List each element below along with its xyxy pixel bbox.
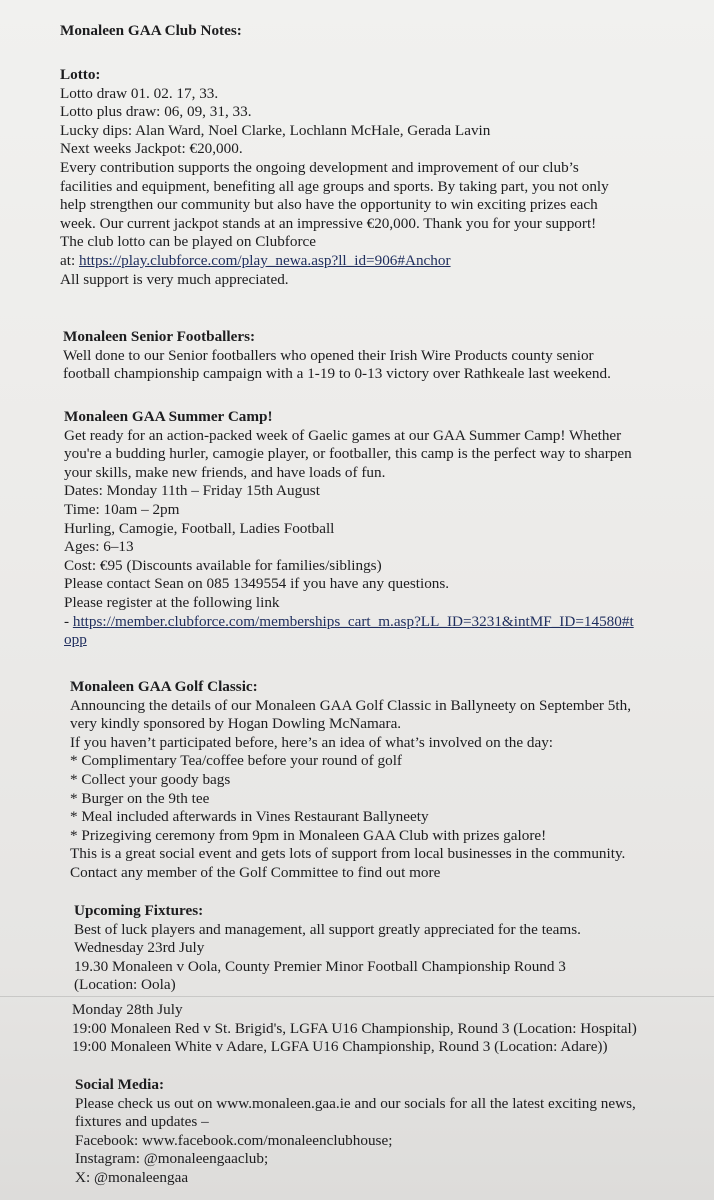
senior-line: Well done to our Senior footballers who opened their Irish Wire Products county senior: [63, 346, 594, 364]
golf-line: Announcing the details of our Monaleen GAA Golf Classic in Ballyneety on September 5th,: [70, 696, 631, 714]
fixtures-date: Monday 28th July: [72, 1001, 183, 1018]
social-line: Please check us out on www.monaleen.gaa.ie and our socials for all the latest exciting news,: [75, 1094, 636, 1112]
camp-cost: Cost: €95 (Discounts available for families/siblings): [64, 556, 382, 574]
camp-register: Please register at the following link: [64, 593, 280, 611]
camp-link-continued[interactable]: opp: [64, 631, 87, 649]
camp-link[interactable]: https://member.clubforce.com/memberships_cart_m.asp?LL_ID=3231&intMF_ID=14580#t: [72, 612, 634, 630]
senior-section: [63, 328, 703, 384]
lotto-link-prefix: at:: [60, 251, 79, 269]
camp-link-line: [64, 613, 704, 632]
lotto-link[interactable]: https://play.clubforce.com/play_newa.asp?ll_id=906#Anchor: [78, 251, 451, 269]
document-title-block: [60, 22, 700, 41]
social-line: fixtures and updates –: [75, 1113, 209, 1131]
social-heading: Social Media:: [75, 1076, 165, 1093]
fixture-item: 19:00 Monaleen White v Adare, LGFA U16 Championship, Round 3 (Location: Adare)): [72, 1038, 608, 1056]
fixture-item: 19.30 Monaleen v Oola, County Premier Minor Football Championship Round 3: [74, 957, 566, 975]
camp-time: Time: 10am – 2pm: [64, 500, 180, 518]
lotto-paragraph-line: help strengthen our community but also have the opportunity to win exciting prizes each: [60, 196, 598, 214]
golf-line: Contact any member of the Golf Committee to find out more: [70, 863, 441, 881]
golf-line: very kindly sponsored by Hogan Dowling McNamara.: [70, 715, 402, 733]
lotto-link-line: [60, 252, 700, 271]
lotto-draw: Lotto draw 01. 02. 17, 33.: [60, 84, 219, 102]
golf-bullet: * Collect your goody bags: [70, 770, 231, 788]
camp-heading: Monaleen GAA Summer Camp!: [64, 408, 273, 425]
lotto-heading: Lotto:: [60, 66, 101, 83]
lotto-plus-draw: Lotto plus draw: 06, 09, 31, 33.: [60, 103, 252, 121]
lotto-paragraph-line: week. Our current jackpot stands at an impressive €20,000. Thank you for your support!: [60, 214, 597, 232]
golf-section: [70, 678, 710, 883]
fixtures-heading: Upcoming Fixtures:: [74, 902, 204, 919]
camp-contact: Please contact Sean on 085 1349554 if you have any questions.: [64, 575, 450, 593]
golf-heading: Monaleen GAA Golf Classic:: [70, 678, 258, 695]
social-facebook: Facebook: www.facebook.com/monaleenclubhouse;: [75, 1131, 393, 1149]
camp-link-line: [64, 631, 704, 650]
social-x: X: @monaleengaa: [75, 1168, 189, 1186]
golf-line: If you haven’t participated before, here’s an idea of what’s involved on the day:: [70, 733, 554, 751]
senior-line: football championship campaign with a 1-19 to 0-13 victory over Rathkeale last weekend.: [63, 365, 611, 383]
lotto-lucky-dips: Lucky dips: Alan Ward, Noel Clarke, Lochlann McHale, Gerada Lavin: [60, 121, 491, 139]
camp-sports: Hurling, Camogie, Football, Ladies Football: [64, 519, 335, 537]
lotto-paragraph-line: The club lotto can be played on Clubforce: [60, 233, 316, 251]
golf-bullet: * Prizegiving ceremony from 9pm in Monaleen GAA Club with prizes galore!: [70, 826, 547, 844]
golf-bullet: * Meal included afterwards in Vines Restaurant Ballyneety: [70, 808, 429, 826]
camp-ages: Ages: 6–13: [64, 538, 134, 556]
senior-heading: Monaleen Senior Footballers:: [63, 328, 256, 345]
camp-link-prefix: -: [64, 612, 73, 630]
camp-dates: Dates: Monday 11th – Friday 15th August: [64, 482, 320, 500]
fixtures-section: [74, 902, 714, 995]
fixtures-date: Wednesday 23rd July: [74, 939, 205, 957]
camp-section: [64, 408, 704, 650]
golf-line: This is a great social event and gets lots of support from local businesses in the community.: [70, 845, 626, 863]
camp-intro-line: your skills, make new friends, and have loads of fun.: [64, 463, 386, 481]
lotto-closing: All support is very much appreciated.: [60, 270, 289, 288]
lotto-jackpot: Next weeks Jackpot: €20,000.: [60, 140, 243, 158]
camp-intro-line: Get ready for an action-packed week of Gaelic games at our GAA Summer Camp! Whether: [64, 426, 622, 444]
fixtures-line: Best of luck players and management, all support greatly appreciated for the teams.: [74, 920, 581, 938]
golf-bullet: * Complimentary Tea/coffee before your round of golf: [70, 752, 402, 770]
social-instagram: Instagram: @monaleengaaclub;: [75, 1150, 269, 1168]
document-title: Monaleen GAA Club Notes:: [60, 22, 242, 39]
golf-bullet: * Burger on the 9th tee: [70, 789, 210, 807]
paper-fold: [0, 996, 714, 997]
fixture-location: (Location: Oola): [74, 976, 176, 994]
fixtures-section-continued: [72, 1001, 712, 1057]
camp-intro-line: you're a budding hurler, camogie player, or footballer, this camp is the perfect way to sharpen: [64, 445, 632, 463]
lotto-paragraph-line: facilities and equipment, benefiting all age groups and sports. By taking part, you not only: [60, 177, 609, 195]
social-section: [75, 1076, 714, 1188]
lotto-paragraph-line: Every contribution supports the ongoing development and improvement of our club’s: [60, 158, 579, 176]
lotto-section: [60, 66, 700, 289]
fixture-item: 19:00 Monaleen Red v St. Brigid's, LGFA U16 Championship, Round 3 (Location: Hospital): [72, 1019, 637, 1037]
